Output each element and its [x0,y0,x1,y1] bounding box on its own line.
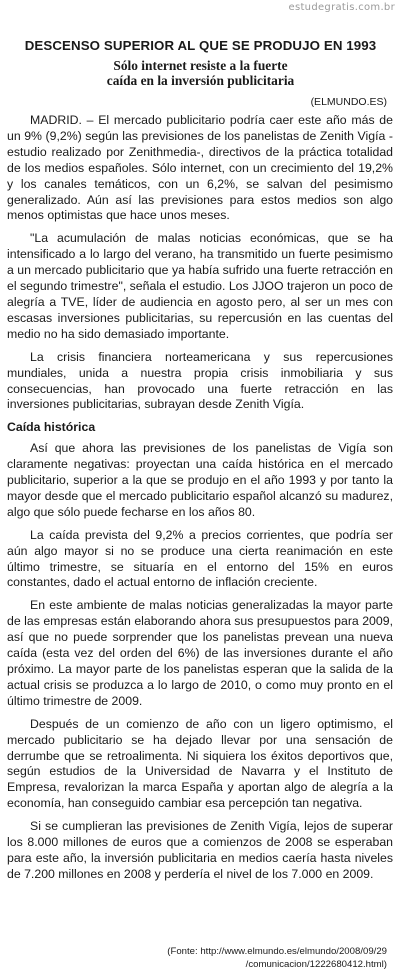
credit-line-1: (Fonte: http://www.elmundo.es/elmundo/2008/09/29 [167,946,387,957]
paragraph-4: Así que ahora las previsiones de los panelistas de Vigía son claramente negativas: proyectan una caída histórica en el mercado publicitario, superior a la que se produjo en el año 1993 y por tanto la mayor desde que el mercado publicitario español alcanzó su madurez, algo que sólo puede fecharse en los años 80. [7,441,393,519]
paragraph-3: La crisis financiera norteamericana y sus repercusiones mundiales, unida a nuestra propia crisis inmobiliaria y sus consecuencias, han provocado una fuerte retracción en las inversiones publicitarias, subrayan desde Zenith Vigía. [7,349,393,412]
paragraph-1: MADRID. – El mercado publicitario podría caer este año más de un 9% (9,2%) según las previsiones de los panelistas de Zenith Vigía -estudio realizado por Zenithmedia-, directivos de la práctica totalidad de los medios españoles. Sólo internet, con un crecimiento del 19,2% y los canales temáticos, con un 6,2%, se salvan del pesimismo generalizado. Aún así las previsiones para estos medios son algo menos optimistas que hace unos meses. [7,113,393,223]
section-heading: Caída histórica [7,420,96,435]
paragraph-8: Si se cumplieran las previsiones de Zenith Vigía, lejos de superar los 8.000 millones de euros que a comienzos de 2008 se esperaban para este año, la inversión publicitaria en medios caería hasta niveles de 7.200 millones en 2008 y perdería el nivel de los 7.000 en 2009. [7,819,393,881]
article-headline: DESCENSO SUPERIOR AL QUE SE PRODUJO EN 1993 [24,38,377,53]
article-body [7,113,393,890]
credit-line-2: /comunicacion/1222680412.html) [245,958,387,970]
paragraph-2: "La acumulación de malas noticias económicas, que se ha intensificado a lo largo del verano, ha transmitido un fuerte pesimismo a un mercado publicitario que ya había sufrido una fuerte retracción en el segundo trimestre", señala el estudio. Los JJOO trajeron un poco de alegría a TVE, líder de audiencia en agosto pero, al ser un mes con escasas inversiones publicitarias, su repercusión en las cuentas del medio no ha sido demasiado importante. [7,231,393,341]
subheadline-line-1: Sólo internet resiste a la fuerte [113,58,288,73]
site-watermark: estudegratis.com.br [288,2,395,13]
subheadline-line-2: caída en la inversión publicitaria [106,73,295,88]
paragraph-6: En este ambiente de malas noticias generalizadas la mayor parte de las empresas están elaborando ahora sus presupuestos para 2009, así que no puede sorprender que los panelistas prevean una nueva caída (esta vez del orden del 6%) de las inversiones durante el año próximo. La mayor parte de los panelistas esperan que la salida de la actual crisis se produzca a lo largo de 2010, o como muy pronto en el último trimestre de 2009. [7,598,393,708]
source-credit [87,946,387,971]
paragraph-5: La caída prevista del 9,2% a precios corrientes, que podría ser aún algo mayor si no se produce una cierta reanimación en este último trimestre, se situaría en el entorno del 15% en euros constantes, dado el actual entorno de inflación creciente. [7,527,393,590]
paragraph-7: Después de un comienzo de año con un ligero optimismo, el mercado publicitario se ha dejado llevar por una sensación de derrumbe que se retroalimenta. Ni siquiera los éxitos deportivos que, según estudios de la Universidad de Navarra y el Instituto de Empresa, revalorizan la marca España y aportan algo de alegría a la economía, han conseguido cambiar esa percepción tan negativa. [7,716,393,811]
article-subheadline [0,58,401,88]
source-tag: (ELMUNDO.ES) [310,96,387,108]
